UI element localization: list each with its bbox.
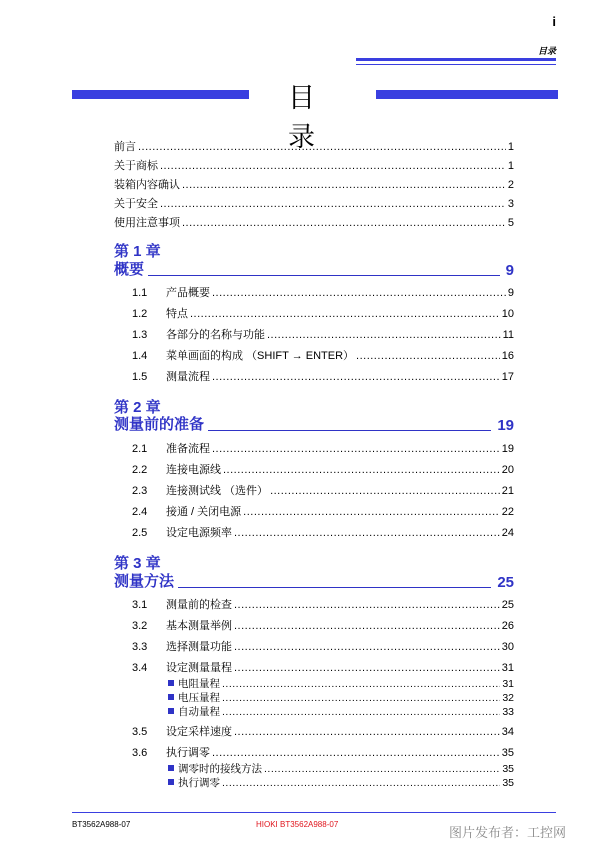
chapter-title-row[interactable] <box>114 570 514 591</box>
entry-label: 前言 <box>114 141 136 153</box>
section-number: 3.4 <box>132 662 148 674</box>
toc-subsection[interactable] <box>168 690 514 704</box>
section-title: 特点 <box>166 308 188 320</box>
toc-entry-front[interactable] <box>114 176 514 190</box>
subsection-page: 33 <box>502 706 514 718</box>
bullet-square-icon <box>168 708 174 714</box>
chapter-page: 9 <box>505 262 514 279</box>
chapter-label: 第 1 章 <box>114 243 161 260</box>
toc-section[interactable] <box>132 524 514 538</box>
watermark: 图片发布者：工控网 <box>448 825 566 840</box>
subsection-title: 电阻量程 <box>178 678 220 690</box>
chapter-title-row[interactable] <box>114 258 514 279</box>
section-number: 2.3 <box>132 485 148 497</box>
section-title: 产品概要 <box>166 287 210 299</box>
subsection-page: 31 <box>502 678 514 690</box>
toc-section[interactable] <box>132 723 514 737</box>
toc-section[interactable] <box>132 596 514 610</box>
entry-label: 使用注意事项 <box>114 217 180 229</box>
toc-section[interactable] <box>132 305 514 319</box>
chapter-label: 第 2 章 <box>114 399 161 416</box>
chapter-title: 测量前的准备 <box>114 416 205 433</box>
entry-label: 关于商标 <box>114 160 158 172</box>
section-page: 20 <box>501 464 514 476</box>
toc-section[interactable] <box>132 744 514 758</box>
section-page: 22 <box>501 506 514 518</box>
section-title: 连接测试线 （选件） <box>166 485 269 497</box>
toc-entry-front[interactable] <box>114 214 514 228</box>
section-title: 设定采样速度 <box>166 726 232 738</box>
section-page: 9 <box>507 287 514 299</box>
chapter-title-row[interactable] <box>114 413 514 434</box>
section-page: 31 <box>501 662 514 674</box>
section-title: 各部分的名称与功能 <box>166 329 265 341</box>
section-title: 菜单画面的构成 （SHIFT → ENTER） <box>166 350 355 362</box>
subsection-title: 自动量程 <box>178 706 220 718</box>
section-title: 设定电源频率 <box>166 527 232 539</box>
section-title: 接通 / 关闭电源 <box>166 506 242 518</box>
toc-section[interactable] <box>132 461 514 475</box>
section-page: 19 <box>501 443 514 455</box>
section-title: 执行调零 <box>166 747 210 759</box>
chapter-page: 25 <box>497 574 514 591</box>
toc-section[interactable] <box>132 326 514 340</box>
title-bar-left <box>72 90 249 99</box>
subsection-page: 32 <box>502 692 514 704</box>
section-number: 1.5 <box>132 371 148 383</box>
entry-page: 2 <box>507 179 514 191</box>
toc-section[interactable] <box>132 284 514 298</box>
header-rule-thin <box>356 64 556 65</box>
entry-page: 1 <box>507 160 514 172</box>
toc-section[interactable] <box>132 347 514 361</box>
subsection-page: 35 <box>502 777 514 789</box>
section-page: 16 <box>501 350 514 362</box>
section-title: 选择测量功能 <box>166 641 232 653</box>
toc-section[interactable] <box>132 482 514 496</box>
entry-label: 关于安全 <box>114 198 158 210</box>
section-number: 2.1 <box>132 443 148 455</box>
section-page: 10 <box>501 308 514 320</box>
entry-label: 装箱内容确认 <box>114 179 180 191</box>
entry-page: 3 <box>507 198 514 210</box>
page-number: i <box>552 14 556 29</box>
section-page: 34 <box>501 726 514 738</box>
entry-page: 1 <box>507 141 514 153</box>
chapter-page: 19 <box>497 417 514 434</box>
chapter-title: 测量方法 <box>114 573 175 590</box>
section-page: 35 <box>501 747 514 759</box>
bullet-square-icon <box>168 694 174 700</box>
toc-subsection[interactable] <box>168 704 514 718</box>
section-number: 1.4 <box>132 350 148 362</box>
toc-section[interactable] <box>132 659 514 673</box>
toc-section[interactable] <box>132 638 514 652</box>
toc-section[interactable] <box>132 368 514 382</box>
doc-code: BT3562A988-07 <box>72 820 131 829</box>
section-number: 1.2 <box>132 308 148 320</box>
toc-section[interactable] <box>132 617 514 631</box>
chapter-label: 第 3 章 <box>114 555 161 572</box>
section-label: 目录 <box>537 46 556 56</box>
section-number: 3.3 <box>132 641 148 653</box>
header-rule-thick <box>356 58 556 61</box>
section-page: 11 <box>502 329 514 341</box>
section-number: 2.5 <box>132 527 148 539</box>
section-page: 26 <box>501 620 514 632</box>
section-number: 3.6 <box>132 747 148 759</box>
section-page: 24 <box>501 527 514 539</box>
footer-rule <box>72 812 556 813</box>
section-title: 准备流程 <box>166 443 210 455</box>
section-page: 21 <box>501 485 514 497</box>
toc-section[interactable] <box>132 440 514 454</box>
page-title: 目 录 <box>288 83 337 153</box>
toc-section[interactable] <box>132 503 514 517</box>
toc-entry-front[interactable] <box>114 138 514 152</box>
section-title: 设定测量量程 <box>166 662 232 674</box>
bullet-square-icon <box>168 779 174 785</box>
section-number: 1.3 <box>132 329 148 341</box>
entry-page: 5 <box>507 217 514 229</box>
bullet-square-icon <box>168 680 174 686</box>
subsection-title: 调零时的接线方法 <box>178 763 262 775</box>
toc-entry-front[interactable] <box>114 157 514 171</box>
section-number: 3.5 <box>132 726 148 738</box>
subsection-title: 电压量程 <box>178 692 220 704</box>
bullet-square-icon <box>168 765 174 771</box>
subsection-page: 35 <box>502 763 514 775</box>
section-number: 3.1 <box>132 599 148 611</box>
toc-subsection[interactable] <box>168 761 514 775</box>
section-number: 2.4 <box>132 506 148 518</box>
title-bar-right <box>376 90 558 99</box>
section-title: 测量流程 <box>166 371 210 383</box>
section-page: 17 <box>501 371 514 383</box>
section-title: 基本测量举例 <box>166 620 232 632</box>
section-page: 25 <box>501 599 514 611</box>
section-page: 30 <box>501 641 514 653</box>
toc-subsection[interactable] <box>168 676 514 690</box>
section-number: 2.2 <box>132 464 148 476</box>
section-title: 测量前的检查 <box>166 599 232 611</box>
toc-entry-front[interactable] <box>114 195 514 209</box>
brand-code: HIOKI BT3562A988-07 <box>256 820 339 829</box>
toc-subsection[interactable] <box>168 775 514 789</box>
chapter-title: 概要 <box>114 261 145 278</box>
subsection-title: 执行调零 <box>178 777 220 789</box>
section-number: 1.1 <box>132 287 148 299</box>
section-title: 连接电源线 <box>166 464 221 476</box>
section-number: 3.2 <box>132 620 148 632</box>
